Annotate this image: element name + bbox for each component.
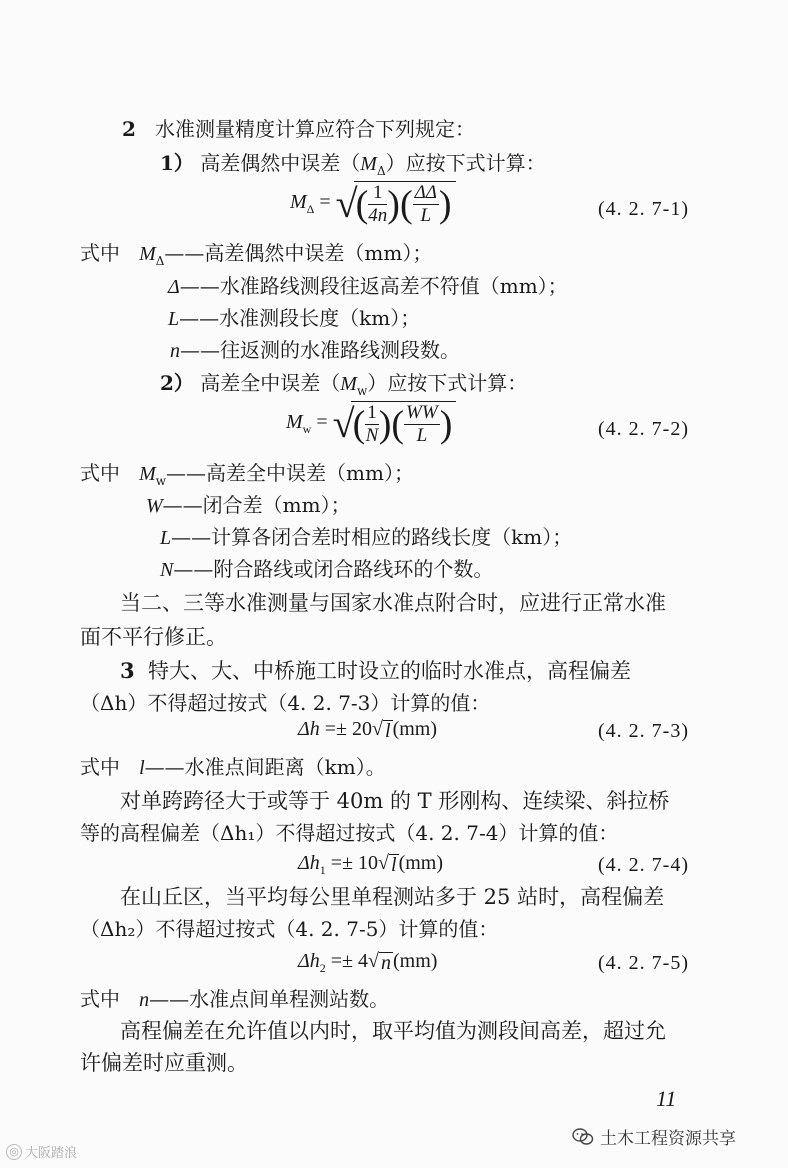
- symbol: n: [170, 340, 180, 362]
- eq-lhs: M: [290, 191, 307, 214]
- equation-number: (4. 2. 7-3): [598, 720, 689, 742]
- eq-lhs-sub: Δ: [306, 202, 315, 217]
- section-2-heading: [122, 116, 475, 142]
- radicand: l: [385, 719, 391, 742]
- frac-den: N: [365, 424, 379, 446]
- frac-den: L: [416, 424, 428, 446]
- equation-number: (4. 2. 7-2): [598, 418, 689, 440]
- eq-lhs-sub: 1: [319, 863, 326, 877]
- sqrt-sign: √: [378, 852, 389, 874]
- where-line: [168, 273, 568, 300]
- where-line: [80, 754, 386, 781]
- frac-num: ΔΔ: [414, 181, 437, 203]
- symbol: M: [139, 463, 156, 485]
- eq-lhs: M: [286, 411, 303, 434]
- para-line: （Δh₂）不得超过按式（4. 2. 7-5）计算的值：: [80, 917, 499, 941]
- symbol: L: [160, 527, 172, 549]
- wechat-icon: [572, 1128, 594, 1146]
- eq-lhs: Δh: [298, 950, 320, 972]
- equation-4: [298, 852, 443, 875]
- para-line: 在山丘区，当平均每公里单程测站多于 25 站时，高程偏差: [120, 885, 665, 909]
- equation-number: (4. 2. 7-5): [598, 952, 689, 974]
- item-1: [160, 150, 546, 179]
- symbol: M: [139, 243, 156, 265]
- section-number: 3: [120, 658, 135, 683]
- sqrt-sign: √: [335, 181, 358, 226]
- eq-lhs-sub: w: [302, 422, 312, 437]
- where-lead: 式中: [80, 987, 120, 1011]
- eq-unit: (mm): [392, 718, 437, 740]
- where-desc: ——闭合差（mm）；: [162, 493, 351, 517]
- frac-num: 1: [367, 401, 377, 423]
- symbol: M: [360, 153, 377, 175]
- watermark-right: [572, 1124, 736, 1149]
- where-line: [170, 337, 460, 364]
- sqrt-sign: √: [332, 401, 355, 446]
- para-line: （Δh）不得超过按式（4. 2. 7-3）计算的值：: [80, 691, 491, 715]
- section-3-line: [120, 658, 631, 684]
- eq-unit: (mm): [398, 852, 443, 874]
- item-number: 1）: [160, 151, 194, 175]
- note-line: 当二、三等水准测量与国家水准点附合时，应进行正常水准: [120, 591, 666, 615]
- where-line: [168, 305, 420, 332]
- para-text: 特大、大、中桥施工时设立的临时水准点，高程偏差: [147, 659, 631, 683]
- frac-num: 1: [368, 182, 387, 205]
- equation-1: $M_\Delta$ = √( $\frac{1}{4n}$ )( $\frac{\Delta\Delta}{L}$ ): [290, 180, 456, 227]
- symbol: n: [139, 989, 150, 1011]
- symbol: Δ: [168, 276, 180, 298]
- where-line: [160, 556, 493, 583]
- where-desc: ——水准点间单程测站数。: [149, 987, 390, 1011]
- eq-rhs: =± 20: [324, 718, 373, 740]
- eq-lhs: Δh: [298, 718, 320, 740]
- where-lead: 式中: [80, 755, 120, 779]
- where-line: [146, 492, 351, 519]
- where-desc: ——附合路线或闭合路线环的个数。: [173, 557, 494, 581]
- frac-num: WW: [406, 401, 438, 423]
- para-line: 等的高程偏差（Δh₁）不得超过按式（4. 2. 7-4）计算的值：: [80, 821, 619, 845]
- where-lead: 式中: [80, 461, 120, 485]
- where-lead: 式中: [80, 241, 120, 265]
- equation-5: [298, 950, 437, 973]
- sqrt-sign: √: [368, 950, 379, 972]
- where-line: [80, 986, 389, 1013]
- symbol: l: [139, 757, 145, 779]
- eq-sign: =: [316, 411, 328, 434]
- eq-lhs-sub: 2: [319, 961, 326, 975]
- eq-lhs: Δh: [298, 852, 320, 874]
- where-desc: ——计算各闭合差时相应的路线长度（km）；: [171, 525, 573, 549]
- equation-number: (4. 2. 7-4): [598, 854, 689, 876]
- watermark-text: 大阪踏浪: [25, 1145, 78, 1160]
- subscript: Δ: [376, 164, 386, 178]
- para-line: 许偏差时应重测。: [80, 1051, 248, 1075]
- where-line: [80, 240, 432, 269]
- subscript: Δ: [155, 254, 165, 268]
- section-number: 2: [122, 117, 136, 141]
- subscript: w: [356, 384, 368, 398]
- equation-3: [298, 718, 437, 741]
- where-desc: ——高差偶然中误差（mm）；: [164, 241, 433, 265]
- subscript: w: [155, 474, 167, 488]
- radicand: n: [381, 951, 391, 974]
- section-title: 水准测量精度计算应符合下列规定：: [155, 117, 475, 141]
- symbol: L: [168, 308, 180, 330]
- item-2: [160, 370, 527, 399]
- para-line: 高程偏差在允许值以内时，取平均值为测段间高差，超过允: [120, 1019, 666, 1043]
- where-line: [80, 460, 414, 489]
- watermark-left: [6, 1142, 77, 1161]
- frac-den: 4n: [368, 204, 388, 226]
- note-line: 面不平行修正。: [80, 625, 227, 649]
- item-text: ）应按下式计算：: [385, 151, 546, 175]
- item-text: 高差偶然中误差（: [200, 151, 361, 175]
- eq-rhs: =± 10: [330, 852, 379, 874]
- page-number: 11: [656, 1086, 677, 1111]
- logo-icon: ◎: [6, 1144, 22, 1160]
- where-desc: ——水准点间距离（km）。: [144, 755, 386, 779]
- where-desc: ——水准测段长度（km）；: [179, 306, 421, 330]
- equation-number: (4. 2. 7-1): [598, 198, 689, 220]
- sqrt-sign: √: [372, 718, 383, 740]
- frac-den: L: [420, 204, 432, 226]
- item-text: 高差全中误差（: [200, 371, 341, 395]
- where-desc: ——高差全中误差（mm）；: [166, 461, 414, 485]
- eq-sign: =: [319, 191, 331, 214]
- symbol: N: [160, 559, 174, 581]
- symbol: W: [146, 495, 163, 517]
- item-text: ）应按下式计算：: [367, 371, 528, 395]
- para-line: 对单跨跨径大于或等于 40m 的 T 形刚构、连续梁、斜拉桥: [120, 789, 670, 813]
- symbol: M: [340, 373, 357, 395]
- item-number: 2）: [160, 371, 194, 395]
- eq-unit: (mm): [393, 950, 438, 972]
- equation-2: $M_w$ = √( $\frac{1}{N}$ )( $\frac{WW}{L}$ ): [286, 400, 456, 447]
- where-desc: ——水准路线测段往返高差不符值（mm）；: [179, 274, 568, 298]
- where-line: [160, 524, 572, 551]
- where-desc: ——往返测的水准路线测段数。: [180, 338, 460, 362]
- eq-rhs: =± 4: [330, 950, 369, 972]
- radicand: l: [391, 853, 397, 876]
- watermark-text: 土木工程资源共享: [600, 1129, 736, 1148]
